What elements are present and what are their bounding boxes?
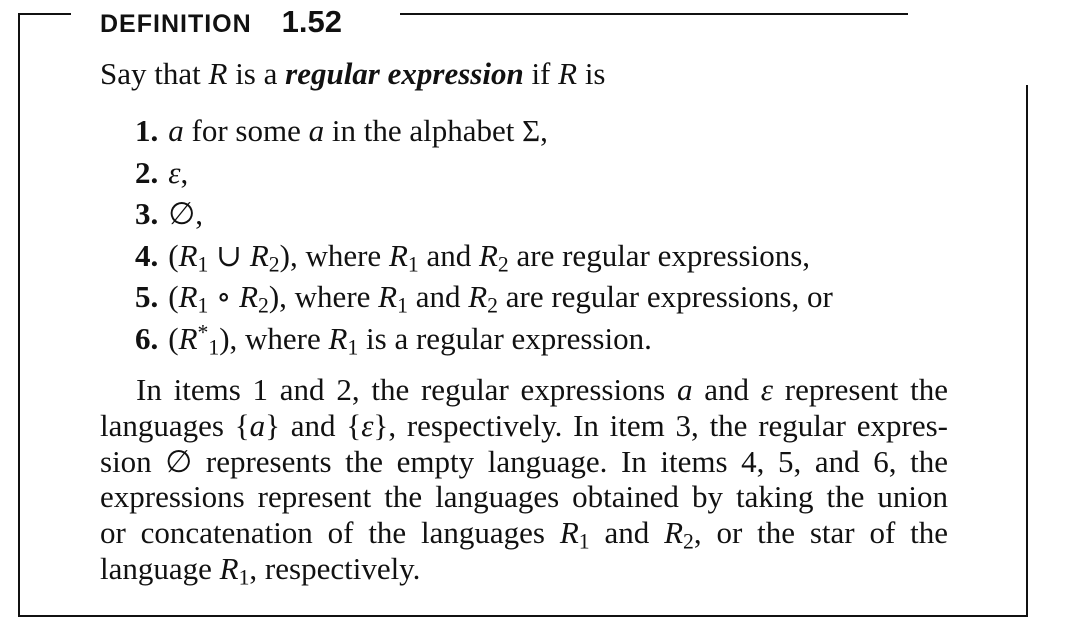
paragraph-line: or concatenation of the languages $R_1$ and $R_2$, or the star of the (100, 515, 948, 554)
intro-var-r: R (208, 56, 228, 91)
item-number: 1. (135, 113, 159, 148)
paragraph-line: expressions represent the languages obtained by taking the union (100, 479, 948, 515)
intro-text-1: Say that (100, 56, 209, 91)
intro-text-4: is (577, 56, 606, 91)
item-text: ($R_1$ ∪ $R_2$), where $R_1$ and $R_2$ are regular expressions, (168, 237, 811, 276)
item-text: ε, (168, 154, 189, 190)
definition-item (135, 235, 833, 277)
definition-item (135, 152, 833, 194)
paragraph-line: sion ∅ represents the empty language. In items 4, 5, and 6, the (100, 443, 948, 479)
box-top-left-rule (18, 13, 71, 15)
explanation-paragraph (100, 372, 948, 590)
box-top-right-rule (400, 13, 908, 15)
item-number: 2. (135, 154, 159, 190)
definition-item (135, 276, 833, 318)
item-number: 4. (135, 237, 159, 273)
box-right-rule (1026, 85, 1028, 617)
item-text: ∅, (168, 196, 204, 231)
intro-var-r-2: R (558, 56, 578, 91)
definition-item (135, 318, 833, 360)
item-text: a for some a in the alphabet Σ, (168, 113, 548, 148)
intro-text-2: is a (227, 56, 286, 91)
box-bottom-rule (18, 615, 1028, 617)
definition-heading (100, 4, 342, 40)
definition-item (135, 110, 833, 152)
definition-item (135, 193, 833, 235)
definition-label: DEFINITION (100, 10, 252, 38)
paragraph-line: In items 1 and 2, the regular expressions a and ε represent the (136, 372, 948, 407)
paragraph-line: language $R_1$, respectively. (100, 550, 421, 590)
defined-term: regular expression (285, 56, 524, 91)
intro-text-3: if (523, 56, 559, 91)
box-left-rule (18, 13, 20, 617)
item-number: 6. (135, 320, 159, 356)
definition-number: 1.52 (281, 4, 343, 39)
item-text: ($R_1$ ∘ $R_2$), where $R_1$ and $R_2$ are regular expressions, or (168, 279, 833, 318)
item-text: $(R^*_1)$, where $R_1$ is a regular expression. (168, 319, 652, 359)
definition-items (135, 110, 833, 359)
paragraph-line: languages {a} and {ε}, respectively. In item 3, the regular expres- (100, 407, 948, 443)
item-number: 3. (135, 196, 159, 231)
intro-sentence (100, 56, 606, 92)
item-number: 5. (135, 279, 159, 314)
